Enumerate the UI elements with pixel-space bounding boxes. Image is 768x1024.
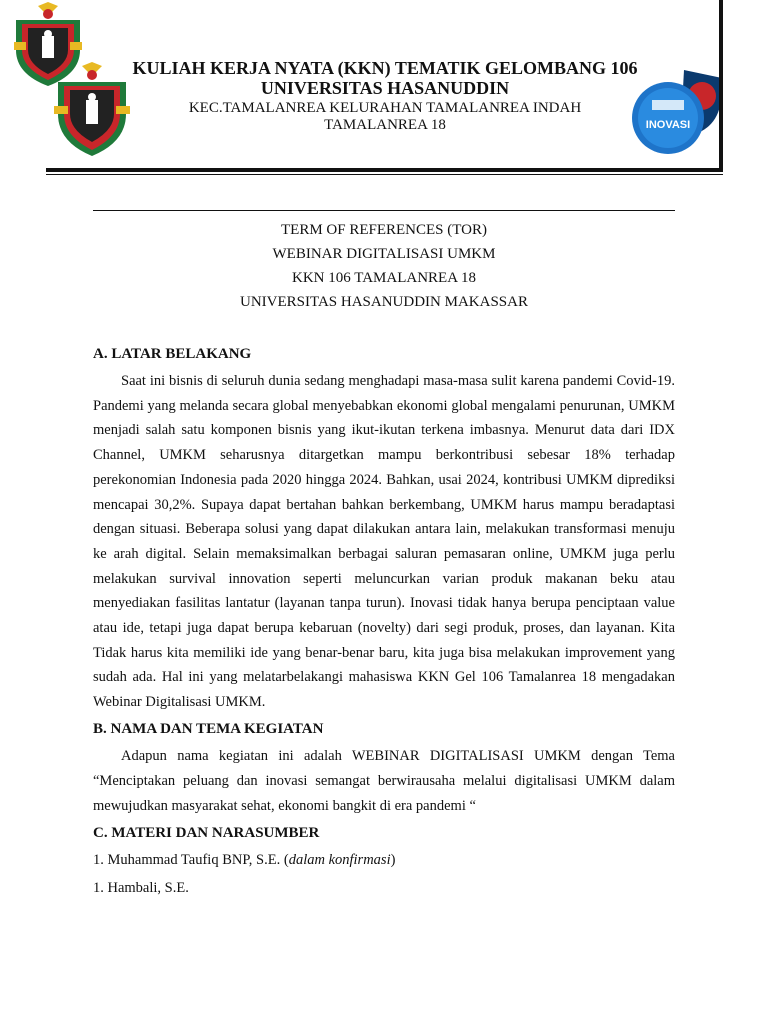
list-item: 1. Hambali, S.E. (93, 879, 189, 896)
section-b-heading: B. NAMA DAN TEMA KEGIATAN (93, 720, 324, 737)
unhas-logo-icon-2 (54, 62, 130, 158)
letterhead-line-4: TAMALANREA 18 (324, 117, 446, 133)
document-title (93, 218, 675, 314)
document-body (93, 343, 675, 900)
section-c-heading: C. MATERI DAN NARASUMBER (93, 824, 320, 841)
letterhead (120, 58, 650, 134)
header-frame-bottom (46, 168, 723, 172)
title-rule (93, 210, 675, 211)
header-frame-bottom-thin (46, 174, 723, 175)
title-line-4: UNIVERSITAS HASANUDDIN MAKASSAR (240, 294, 528, 310)
title-line-1: TERM OF REFERENCES (TOR) (281, 222, 487, 238)
letterhead-line-3: KEC.TAMALANREA KELURAHAN TAMALANREA INDAH (188, 100, 582, 116)
section-a-body: Saat ini bisnis di seluruh dunia sedang menghadapi masa-masa sulit karena pandemi Covid-19. Pandemi yang melanda secara global menyebabkan ekonomi global mengalami penurunan, UMKM menjadi salah satu komponen bisnis yang ikut-ikutan terkena imbasnya. Menurut data dari IDX Channel, UMKM seharusnya ditargetkan mampu berkontribusi sebesar 18% terhadap perekonomian Indonesia pada 2020 hingga 2024. Bahkan, usai 2024, kontribusi UMKM diprediksi mencapai 30,2%. Supaya dapat bertahan bahkan berkembang, UMKM harus mampu beradaptasi dengan situasi. Beberapa solusi yang dapat dilakukan antara lain, melakukan transformasi menuju ke arah digital. Selain memaksimalkan berbagai saluran pemasaran online, UMKM juga perlu melakukan survival innovation seperti meluncurkan varian produk makanan beku atau menyediakan fasilitas lantatur (layanan tanpa turun). Inovasi tidak hanya berupa penciptaan value atau ide, tetapi juga dapat berupa kebaruan (novelty) dari segi produk, proses, dan layanan. Kita Tidak harus kita memiliki ide yang benar-benar baru, kita juga bisa melakukan improvement yang sudah ada. Hal ini yang melatarbelakangi mahasiswa KKN Gel 106 Tamalanrea 18 mengadakan Webinar Digitalisasi UMKM. (93, 373, 675, 711)
section-a-heading: A. LATAR BELAKANG (93, 346, 252, 362)
letterhead-line-1: KULIAH KERJA NYATA (KKN) TEMATIK GELOMBANG 106 (132, 58, 638, 78)
header-frame-right (719, 0, 723, 172)
title-line-2: WEBINAR DIGITALISASI UMKM (272, 246, 496, 262)
list-item: 1. Muhammad Taufiq BNP, S.E. (dalam konfirmasi) (93, 851, 396, 868)
title-line-3: KKN 106 TAMALANREA 18 (292, 270, 476, 286)
letterhead-line-2: UNIVERSITAS HASANUDDIN (260, 78, 510, 98)
inovasi-label: INOVASI (645, 119, 691, 131)
section-b-body: Adapun nama kegiatan ini adalah WEBINAR DIGITALISASI UMKM dengan Tema “Menciptakan peluang dan inovasi semangat berwirausaha melalui digitalisasi UMKM dalam mewujudkan masyarakat sehat, ekonomi bangkit di era pandemi “ (93, 747, 675, 814)
